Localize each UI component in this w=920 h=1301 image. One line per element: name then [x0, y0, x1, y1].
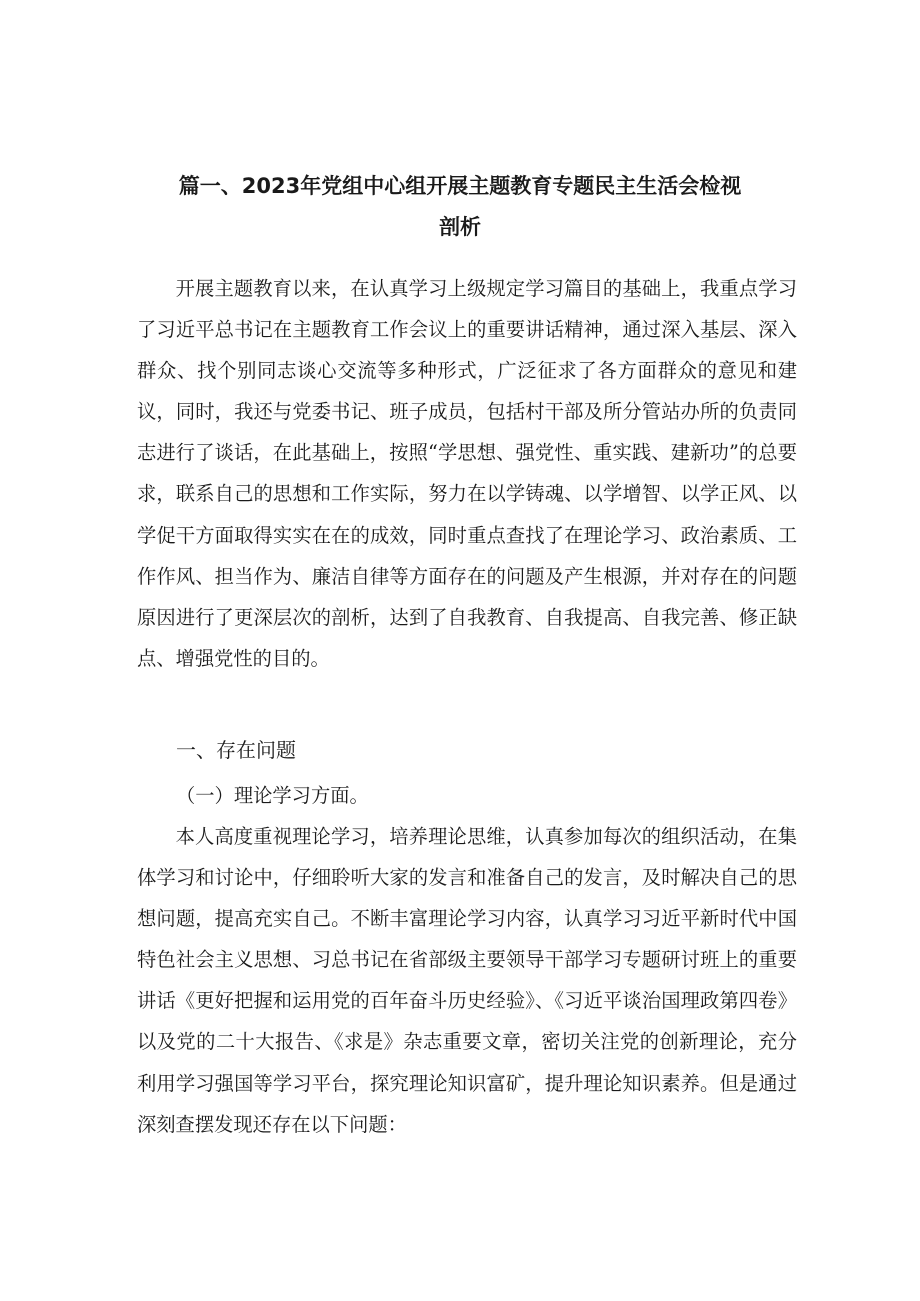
subsection-heading-theory-study: （一）理论学习方面。	[176, 784, 369, 807]
document-title-line2: 剖析	[439, 215, 481, 239]
theory-study-paragraph: 本人高度重视理论学习，培养理论思维，认真参加每次的组织活动，在集体学习和讨论中，仔细聆听大家的发言和准备自己的发言，及时解决自己的思想问题，提高充实自己。不断丰富理论学习内容，认真学习习近平新时代中国特色社会主义思想、习总书记在省部级主要领导干部学习专题研讨班上的重要讲话《更好把握和运用党的百年奋斗历史经验》、《习近平谈治国理政第四卷》以及党的二十大报告、《求是》杂志重要文章，密切关注党的创新理论，充分利用学习强国等学习平台，探究理论知识富矿，提升理论知识素养。但是通过深刻查摆发现还存在以下问题：	[137, 825, 797, 1136]
section-heading-problems: 一、存在问题	[176, 738, 296, 762]
document-title-line1: 篇一、2023年党组中心组开展主题教育专题民主生活会检视	[178, 174, 742, 198]
intro-paragraph: 开展主题教育以来，在认真学习上级规定学习篇目的基础上，我重点学习了习近平总书记在主题教育工作会议上的重要讲话精神，通过深入基层、深入群众、找个别同志谈心交流等多种形式，广泛征求了各方面群众的意见和建议，同时，我还与党委书记、班子成员，包括村干部及所分管站办所的负责同志进行了谈话，在此基础上，按照“学思想、强党性、重实践、建新功”的总要求，联系自己的思想和工作实际，努力在以学铸魂、以学增智、以学正风、以学促干方面取得实实在在的成效，同时重点查找了在理论学习、政治素质、工作作风、担当作为、廉洁自律等方面存在的问题及产生根源，并对存在的问题原因进行了更深层次的剖析，达到了自我教育、自我提高、自我完善、修正缺点、增强党性的目的。	[137, 277, 797, 670]
